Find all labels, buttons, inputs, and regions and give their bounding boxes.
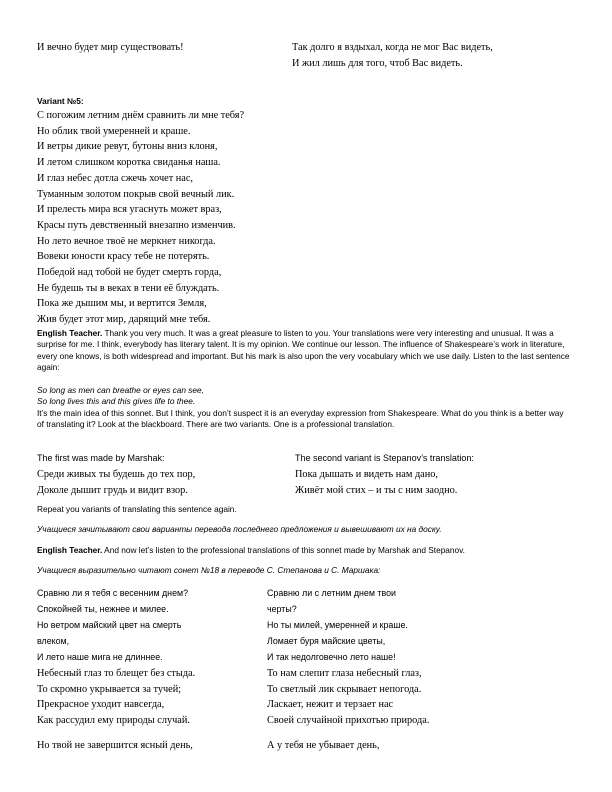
marshak-sonnet-continued <box>37 666 195 754</box>
teacher-paragraph-1 <box>37 328 572 374</box>
poem-line: И прелесть мира вся угаснуть может враз, <box>37 204 222 216</box>
poem-line: То нам слепит глаза небесный глаз, <box>267 668 422 679</box>
stepanov-heading: The second variant is Stepanov’s translation: <box>295 453 474 463</box>
poem-line: черты? <box>267 603 297 614</box>
marshak-translation <box>37 467 195 498</box>
poem-line: Среди живых ты будешь до тех пор, <box>37 469 196 480</box>
poem-line: И глаз небес дотла сжечь хочет нас, <box>37 172 193 184</box>
poem-line: То светлый лик скрывает непогода. <box>267 683 422 695</box>
poem-line: Но ветром майский цвет на смерть <box>37 619 182 630</box>
poem-line: А у тебя не убывает день, <box>267 739 380 751</box>
poem-line: Своей случайной прихотью природа. <box>267 715 430 727</box>
speaker-label: English Teacher. <box>37 545 103 555</box>
poem-line: Вовеки юности красу тебе не потерять. <box>37 251 210 263</box>
poem-line: Жив будет этот мир, дарящий мне тебя. <box>37 314 211 326</box>
poem-line: Прекрасное уходит навсегда, <box>37 699 165 711</box>
repeat-instruction: Repeat you variants of translating this sentence again. <box>37 504 237 514</box>
teacher-paragraph-1b: It’s the main idea of this sonnet. But I think, you don’t suspect it is an everyday expression from Shakespeare. What do you think is a better way of translating it? Look at the blackboard. There are two variants. One is a professional translation. <box>37 408 564 430</box>
poem-line: Красы путь девственный внезапно изменчив. <box>37 219 236 231</box>
poem-line: Победой над тобой не будет смерть горда, <box>37 267 222 279</box>
poem-line: Пока дышать и видеть нам дано, <box>295 469 438 480</box>
students-note-2: Учащиеся выразительно читают сонет №18 в переводе С. Степанова и С. Маршака: <box>37 565 381 575</box>
sonnet-quote <box>37 385 204 408</box>
quote-line: So long lives this and this gives life to thee. <box>37 396 196 407</box>
poem-line: И летом слишком коротка свиданья наша. <box>37 157 221 169</box>
marshak-heading: The first was made by Marshak: <box>37 453 165 463</box>
poem-line: влеком, <box>37 635 70 646</box>
poem-line: Пока же дышим мы, и вертится Земля, <box>37 298 207 310</box>
poem-line: Как рассудил ему природы случай. <box>37 715 190 727</box>
poem-line: Но ты милей, умеренней и краше. <box>267 619 408 630</box>
poem-line: И лето наше мига не длиннее. <box>37 651 163 662</box>
marshak-sonnet-start <box>37 586 188 666</box>
poem-line: Туманным золотом покрыв свой вечный лик. <box>37 188 235 200</box>
poem-line: Ломает буря майские цветы, <box>267 635 386 646</box>
speaker-label: English Teacher. <box>37 328 103 338</box>
variant5-heading: Variant №5: <box>37 96 84 106</box>
stepanov-sonnet-start <box>267 586 408 666</box>
students-note-1: Учащиеся зачитывают свои варианты перевода последнего предложения и вывешивают их на доску. <box>37 524 442 534</box>
poem-line: Доколе дышит грудь и видит взор. <box>37 484 188 496</box>
poem-line: Сравню ли я тебя с весенним днем? <box>37 588 189 598</box>
poem-line: С погожим летним днём сравнить ли мне тебя? <box>37 110 245 121</box>
poem-line: Небесный глаз то блещет без стыда. <box>37 668 196 679</box>
top-right-stanza <box>292 40 493 71</box>
quote-line: So long as men can breathe or eyes can see, <box>37 385 204 395</box>
poem-line: Но облик твой умеренней и краше. <box>37 125 191 137</box>
stepanov-sonnet-continued <box>267 666 429 754</box>
poem-line: И жил лишь для того, чтоб Вас видеть. <box>292 57 463 69</box>
poem-line: То скромно укрывается за тучей; <box>37 683 182 695</box>
poem-line: Спокойней ты, нежнее и милее. <box>37 603 169 614</box>
speech-text: Thank you very much. It was a great pleasure to listen to you. Your translations were very interesting and unusual. It was a surprise for me. I think, everybody has literary talent. It is my opinion. We continue our lesson. The influence of Shakespeare’s work in literature, every one knows, is both widespread and important. But his mark is also upon the very vocabulary which we use daily. Listen to the last sentence again: <box>37 328 570 373</box>
poem-line: Но лето вечное твоё не меркнет никогда. <box>37 235 216 247</box>
poem-line: Живёт мой стих – и ты с ним заодно. <box>295 484 458 496</box>
poem-line: Сравню ли с летним днем твои <box>267 588 396 598</box>
poem-line: И ветры дикие ревут, бутоны вниз клоня, <box>37 141 218 153</box>
stepanov-translation <box>295 467 457 498</box>
poem-line: Но твой не завершится ясный день, <box>37 739 193 751</box>
poem-line: Ласкает, нежит и терзает нас <box>267 699 394 711</box>
poem-line: И так недолговечно лето наше! <box>267 651 396 662</box>
poem-line: Так долго я вздыхал, когда не мог Вас видеть, <box>292 42 493 53</box>
teacher-paragraph-2 <box>37 545 465 556</box>
poem-line: Не будешь ты в веках в тени её блуждать. <box>37 282 220 294</box>
speech-text: And now let’s listen to the professional translations of this sonnet made by Marshak and Stepanov. <box>102 545 465 555</box>
top-left-line: И вечно будет мир существовать! <box>37 42 184 53</box>
variant5-poem <box>37 108 244 328</box>
